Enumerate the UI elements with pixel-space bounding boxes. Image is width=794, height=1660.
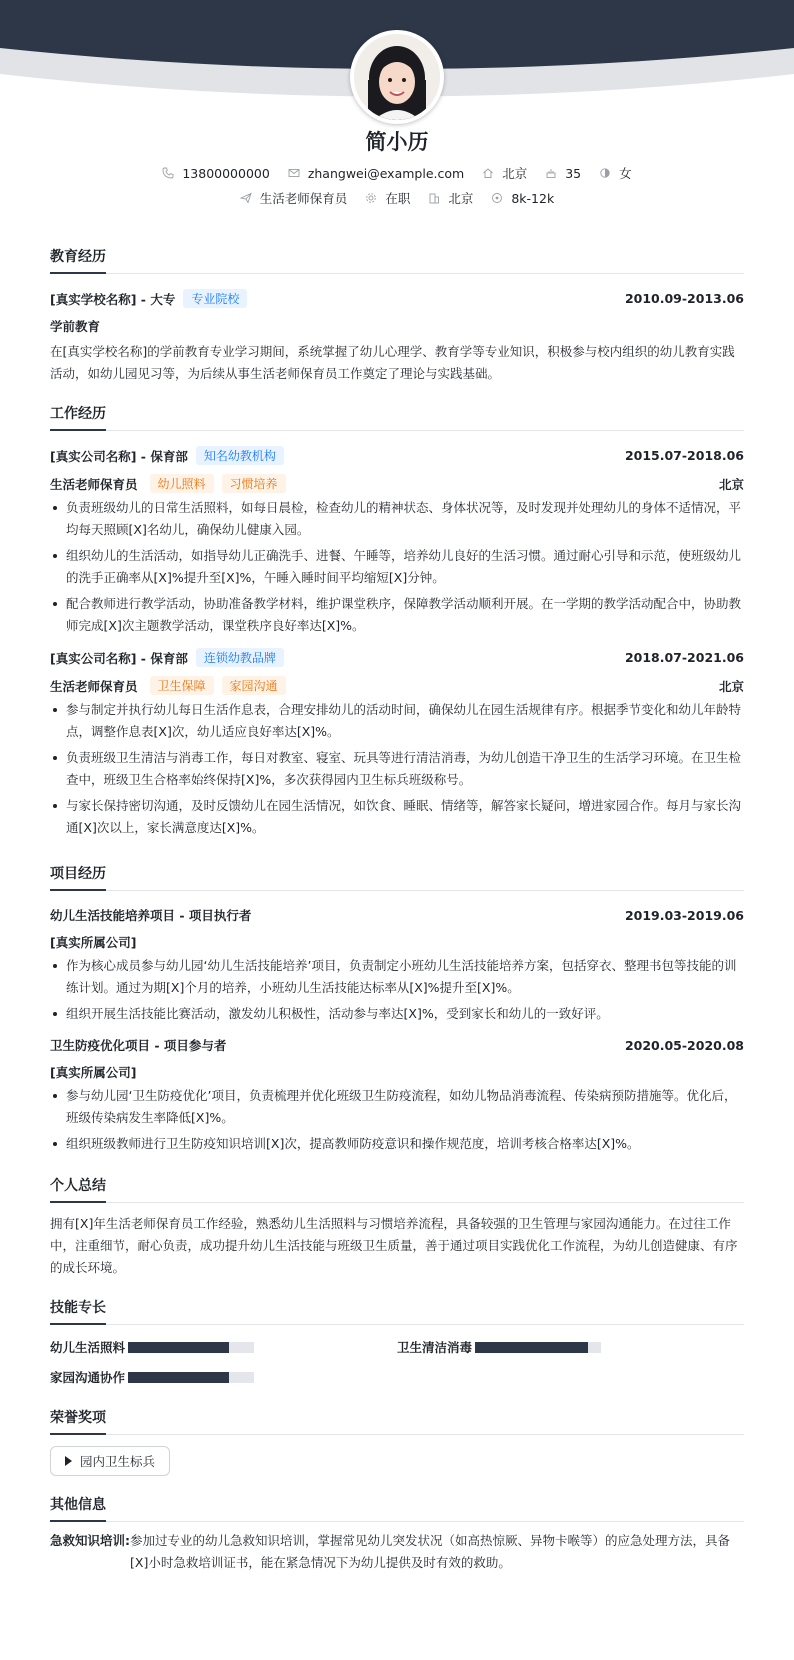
status-text: 在职 [385,191,411,206]
section-other-title: 其他信息 [50,1494,744,1522]
project-title: 幼儿生活技能培养项目 - 项目执行者 [50,908,252,923]
gender-icon [599,167,611,179]
school-tag: 专业院校 [183,289,247,308]
work-period: 2015.07-2018.06 [624,448,744,463]
work-bullet: 负责班级幼儿的日常生活照料，如每日晨检，检查幼儿的精神状态、身体状况等，及时发现并处理幼儿的身体不适情况，平均每天照顾[X]名幼儿，确保幼儿健康入园。 [50,497,744,541]
project-bullet: 参与幼儿园‘卫生防疫优化’项目，负责梳理并优化班级卫生防疫流程，如幼儿物品消毒流程、传染病预防措施等。优化后，班级传染病发生率降低[X]%。 [50,1085,744,1129]
gender-info [599,164,632,182]
work-bullet: 参与制定并执行幼儿每日生活作息表，合理安排幼儿的活动时间，确保幼儿在园生活规律有序。根据季节变化和幼儿年龄特点，调整作息表[X]次，幼儿适应良好率达[X]%。 [50,699,744,743]
skill-bar-fill [128,1372,229,1383]
position-info [240,189,348,207]
other-info-item [50,1530,744,1574]
resume-body [50,246,744,1574]
award-text: 园内卫生标兵 [80,1454,156,1469]
contact-info-row [0,164,794,182]
location-text: 北京 [502,166,528,181]
skill-bar [475,1342,601,1353]
section-summary-title: 个人总结 [50,1175,744,1203]
project-title: 卫生防疫优化项目 - 项目参与者 [50,1038,227,1053]
work-bullet: 与家长保持密切沟通，及时反馈幼儿在园生活情况，如饮食、睡眠、情绪等，解答家长疑问，增进家园合作。每月与家长沟通[X]次以上，家长满意度达[X]%。 [50,795,744,839]
salary-text: 8k-12k [511,190,555,206]
company-tag: 知名幼教机构 [196,446,284,465]
project-period: 2019.03-2019.06 [624,907,744,923]
work-bullet: 配合教师进行教学活动，协助准备教学材料，维护课堂秩序，保障教学活动顺利开展。在一学期的教学活动配合中，协助教师完成[X]次主题教学活动，课堂秩序良好率达[X]%。 [50,593,744,637]
work-tag: 家园沟通 [222,676,286,695]
salary-info [491,191,554,206]
target-city-info [428,189,473,207]
summary-text: 拥有[X]年生活老师保育员工作经验，熟悉幼儿生活照料与习惯培养流程，具备较强的卫生管理与家园沟通能力。在过往工作中，注重细节，耐心负责，成功提升幼儿生活技能与班级卫生质量，善于通过项目实践优化工作流程，为幼儿创造健康、有序的成长环境。 [50,1216,738,1275]
company-name: [真实公司名称] - 保育部 [50,650,188,666]
section-education-title: 教育经历 [50,246,744,274]
age-text: 35 [565,165,582,181]
education-desc: 在[真实学校名称]的学前教育专业学习期间，系统掌握了幼儿心理学、教育学等专业知识，积极参与校内组织的幼儿教育实践活动，如幼儿园见习等，为后续从事生活老师保育员工作奠定了理论与实践基础。 [50,344,735,381]
other-info-key: 急救知识培训: [50,1533,130,1548]
phone-icon [162,167,174,179]
avatar [350,30,444,124]
location-info [482,164,527,182]
skill-bar-fill [475,1342,588,1353]
school-name: [真实学校名称] - 大专 [50,291,176,307]
position-text: 生活老师保育员 [259,191,348,206]
work-bullet: 负责班级卫生清洁与消毒工作，每日对教室、寝室、玩具等进行清洁消毒，为幼儿创造干净卫生的生活学习环境。在卫生检查中，班级卫生合格率始终保持[X]%，多次获得园内卫生标兵班级称号。 [50,747,744,791]
education-header [50,289,744,308]
education-period: 2010.09-2013.06 [624,291,744,306]
other-info-value: 参加过专业的幼儿急救知识培训，掌握常见幼儿突发状况（如高热惊厥、异物卡喉等）的应急处理方法，具备[X]小时急救培训证书，能在紧急情况下为幼儿提供及时有效的救助。 [130,1533,731,1570]
home-icon [482,167,494,179]
work-city: 北京 [718,476,744,492]
company-tag: 连锁幼教品牌 [196,648,284,667]
work-period: 2018.07-2021.06 [624,650,744,665]
building-icon [428,192,440,204]
skill-item [50,1335,397,1359]
gender-text: 女 [619,166,632,181]
project-bullet: 组织班级教师进行卫生防疫知识培训[X]次，提高教师防疫意识和操作规范度，培训考核合格率达[X]%。 [50,1133,744,1155]
project-period: 2020.05-2020.08 [624,1037,744,1053]
job-intent-row [0,189,794,207]
section-awards-title: 荣誉奖项 [50,1407,744,1435]
project-org: [真实所属公司] [50,1065,137,1080]
project-bullet: 组织开展生活技能比赛活动，激发幼儿积极性，活动参与率达[X]%，受到家长和幼儿的一致好评。 [50,1003,744,1025]
play-triangle-icon [65,1456,72,1466]
candidate-name: 简小历 [365,130,429,154]
skill-bar [128,1342,254,1353]
skill-bar-fill [128,1342,229,1353]
email-info [288,166,464,181]
work-tag: 卫生保障 [150,676,214,695]
work-city: 北京 [718,678,744,694]
section-work-title: 工作经历 [50,403,744,431]
award-item [50,1446,170,1476]
section-projects-title: 项目经历 [50,863,744,891]
project-bullet: 作为核心成员参与幼儿园‘幼儿生活技能培养’项目，负责制定小班幼儿生活技能培养方案，包括穿衣、整理书包等技能的训练计划。通过为期[X]个月的培养，小班幼儿生活技能达标率从[X]%提升至[X]%。 [50,955,744,999]
target-city-text: 北京 [448,191,474,206]
age-info [545,166,581,181]
phone-text: 13800000000 [182,165,270,181]
status-info [365,189,410,207]
coin-icon [491,192,503,204]
section-skills-title: 技能专长 [50,1297,744,1325]
work-role: 生活老师保育员 [50,476,138,492]
cake-icon [545,167,557,179]
gear-icon [365,192,377,204]
work-tag: 习惯培养 [222,474,286,493]
work-tag: 幼儿照料 [150,474,214,493]
work-bullet: 组织幼儿的生活活动，如指导幼儿正确洗手、进餐、午睡等，培养幼儿良好的生活习惯。通过耐心引导和示范，使班级幼儿的洗手正确率从[X]%提升至[X]%，午睡入睡时间平均缩短[X]分钟。 [50,545,744,589]
skill-name: 卫生清洁消毒 [397,1340,473,1355]
company-name: [真实公司名称] - 保育部 [50,448,188,464]
education-major: 学前教育 [50,319,101,334]
skill-item [397,1335,744,1359]
mail-icon [288,167,300,179]
skill-bar [128,1372,254,1383]
skill-item [50,1365,397,1389]
project-item [50,1036,744,1155]
work-item [50,648,744,839]
project-item [50,906,744,1025]
email-text: zhangwei@example.com [307,165,465,181]
project-org: [真实所属公司] [50,935,137,950]
work-item [50,446,744,637]
skill-name: 幼儿生活照料 [50,1340,126,1355]
send-icon [240,192,252,204]
skill-name: 家园沟通协作 [50,1370,126,1385]
skills-list [50,1335,744,1389]
work-role: 生活老师保育员 [50,678,138,694]
phone-info [162,166,269,181]
